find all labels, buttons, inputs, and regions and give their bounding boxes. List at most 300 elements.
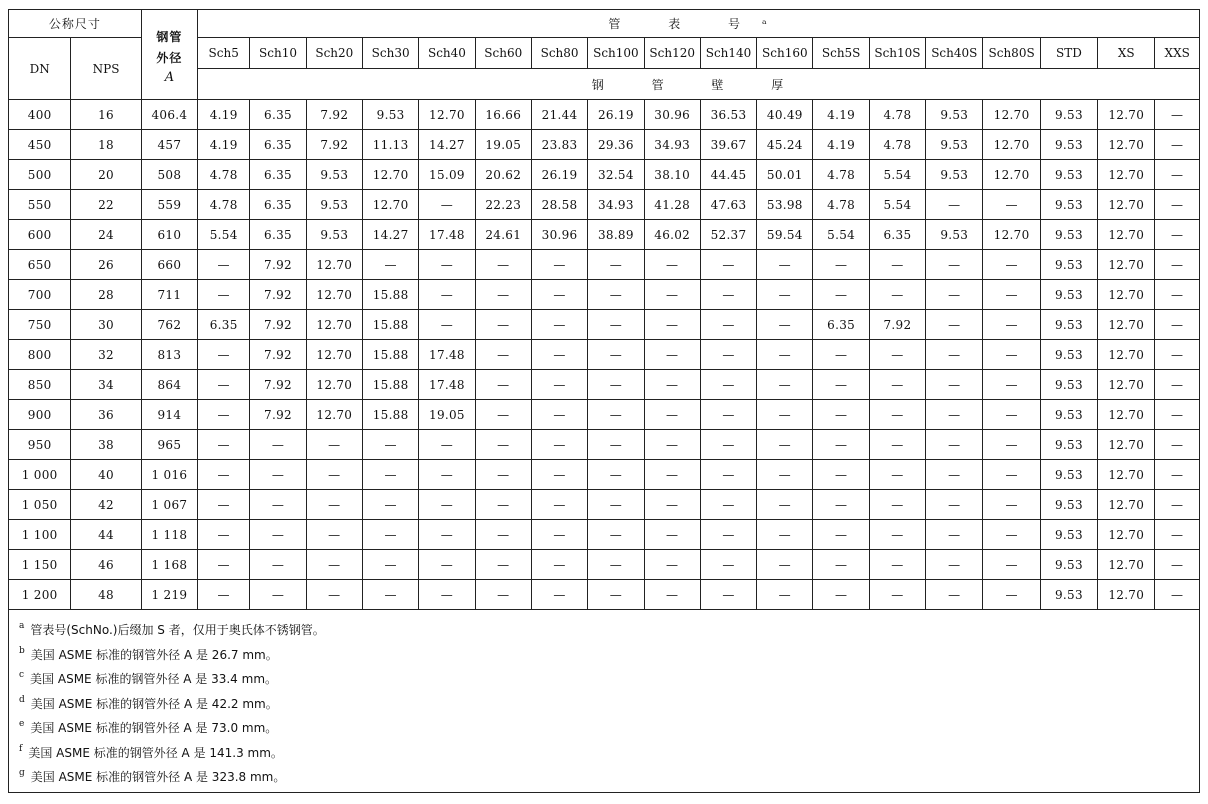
outer-diameter-cell: 508 (141, 160, 197, 190)
schedule-header-sch80: Sch80 (531, 38, 587, 69)
wall-thickness-cell: — (531, 460, 587, 490)
outer-diameter-cell: 1 016 (141, 460, 197, 490)
wall-thickness-cell: 15.88 (362, 370, 418, 400)
footnote-mark: g (19, 768, 25, 778)
wall-thickness-cell: 6.35 (250, 100, 306, 130)
wall-thickness-cell: — (475, 550, 531, 580)
wall-thickness-cell: — (757, 310, 813, 340)
wall-thickness-cell: 12.70 (362, 160, 418, 190)
wall-thickness-cell: — (757, 280, 813, 310)
wall-thickness-cell: 12.70 (306, 250, 362, 280)
table-row (9, 100, 1200, 130)
wall-thickness-cell: 9.53 (1040, 400, 1097, 430)
wall-thickness-cell: — (983, 340, 1040, 370)
pipe-wall-thickness-table (8, 9, 1200, 610)
wall-thickness-cell: — (983, 370, 1040, 400)
wall-thickness-cell: — (588, 370, 644, 400)
wall-thickness-cell: — (757, 400, 813, 430)
wall-thickness-cell: 22.23 (475, 190, 531, 220)
wall-thickness-cell: 12.70 (1098, 100, 1155, 130)
wall-thickness-cell: 9.53 (1040, 430, 1097, 460)
wall-thickness-cell: — (306, 520, 362, 550)
wall-thickness-cell: 12.70 (1098, 460, 1155, 490)
wall-thickness-cell: — (1155, 310, 1200, 340)
wall-thickness-cell: 29.36 (588, 130, 644, 160)
wall-thickness-cell: — (198, 460, 250, 490)
wall-thickness-cell: — (813, 370, 869, 400)
nps-cell: 30 (71, 310, 141, 340)
wall-thickness-cell: 4.78 (813, 160, 869, 190)
wall-thickness-cell: 12.70 (419, 100, 475, 130)
wall-thickness-cell: — (475, 430, 531, 460)
wall-thickness-cell: — (531, 550, 587, 580)
wall-thickness-cell: — (983, 520, 1040, 550)
wall-thickness-cell: — (475, 490, 531, 520)
wall-thickness-cell: — (306, 580, 362, 610)
wall-thickness-cell: — (306, 430, 362, 460)
wall-thickness-cell: — (419, 310, 475, 340)
wall-thickness-cell: — (926, 340, 983, 370)
footnote-mark: a (19, 621, 25, 631)
wall-thickness-cell: 9.53 (1040, 460, 1097, 490)
wall-thickness-cell: — (644, 430, 700, 460)
wall-thickness-cell: — (813, 250, 869, 280)
table-row (9, 130, 1200, 160)
wall-thickness-header: 钢 管 壁 厚 (198, 69, 1200, 100)
wall-thickness-cell: — (198, 520, 250, 550)
wall-thickness-cell: 4.78 (198, 190, 250, 220)
dn-cell: 400 (9, 100, 71, 130)
wall-thickness-cell: 15.88 (362, 340, 418, 370)
nps-cell: 32 (71, 340, 141, 370)
wall-thickness-cell: — (306, 460, 362, 490)
wall-thickness-cell: — (198, 280, 250, 310)
wall-thickness-cell: 12.70 (306, 340, 362, 370)
wall-thickness-cell: 19.05 (419, 400, 475, 430)
wall-thickness-cell: 14.27 (419, 130, 475, 160)
dn-cell: 600 (9, 220, 71, 250)
wall-thickness-cell: — (198, 400, 250, 430)
wall-thickness-cell: — (1155, 400, 1200, 430)
wall-thickness-cell: — (700, 520, 756, 550)
wall-thickness-cell: 6.35 (250, 220, 306, 250)
wall-thickness-cell: 15.88 (362, 400, 418, 430)
wall-thickness-cell: — (588, 250, 644, 280)
footnote-text: 美国 ASME 标准的钢管外径 A 是 73.0 mm。 (30, 721, 278, 735)
wall-thickness-cell: — (700, 370, 756, 400)
wall-thickness-cell: — (475, 340, 531, 370)
wall-thickness-cell: — (757, 340, 813, 370)
schedule-header-xs: XS (1098, 38, 1155, 69)
dn-header: DN (9, 38, 71, 100)
wall-thickness-cell: — (926, 580, 983, 610)
wall-thickness-cell: 5.54 (869, 160, 925, 190)
wall-thickness-cell: 34.93 (588, 190, 644, 220)
schedule-header-sch10s: Sch10S (869, 38, 925, 69)
wall-thickness-cell: — (1155, 190, 1200, 220)
wall-thickness-cell: 4.78 (198, 160, 250, 190)
wall-thickness-cell: 11.13 (362, 130, 418, 160)
wall-thickness-cell: — (475, 310, 531, 340)
wall-thickness-cell: 12.70 (983, 220, 1040, 250)
wall-thickness-cell: 40.49 (757, 100, 813, 130)
wall-thickness-cell: — (531, 370, 587, 400)
footnote-text: 美国 ASME 标准的钢管外径 A 是 141.3 mm。 (28, 745, 283, 760)
wall-thickness-cell: 12.70 (1098, 280, 1155, 310)
nps-cell: 42 (71, 490, 141, 520)
wall-thickness-cell: 12.70 (983, 100, 1040, 130)
wall-thickness-cell: 38.89 (588, 220, 644, 250)
schedule-header-sch160: Sch160 (757, 38, 813, 69)
wall-thickness-cell: — (1155, 250, 1200, 280)
footnote-text: 管表号(SchNo.)后缀加 S 者，仅用于奥氏体不锈钢管。 (30, 623, 325, 637)
schedule-header-sch20: Sch20 (306, 38, 362, 69)
wall-thickness-cell: — (1155, 490, 1200, 520)
wall-thickness-cell: 16.66 (475, 100, 531, 130)
wall-thickness-cell: — (198, 370, 250, 400)
dn-cell: 450 (9, 130, 71, 160)
wall-thickness-cell: 12.70 (1098, 520, 1155, 550)
outer-diameter-cell: 559 (141, 190, 197, 220)
wall-thickness-cell: — (757, 370, 813, 400)
wall-thickness-cell: 7.92 (306, 130, 362, 160)
wall-thickness-cell: 17.48 (419, 370, 475, 400)
outer-diameter-cell: 864 (141, 370, 197, 400)
outer-diameter-cell: 1 118 (141, 520, 197, 550)
nps-cell: 22 (71, 190, 141, 220)
wall-thickness-cell: — (869, 580, 925, 610)
wall-thickness-cell: 9.53 (926, 220, 983, 250)
wall-thickness-cell: 4.78 (813, 190, 869, 220)
wall-thickness-cell: — (1155, 550, 1200, 580)
footnote-mark: c (19, 670, 25, 680)
wall-thickness-cell: — (983, 550, 1040, 580)
wall-thickness-cell: — (757, 580, 813, 610)
nps-cell: 34 (71, 370, 141, 400)
nps-cell: 16 (71, 100, 141, 130)
wall-thickness-cell: — (1155, 220, 1200, 250)
outer-diameter-cell: 914 (141, 400, 197, 430)
footnote-mark: e (19, 719, 25, 729)
wall-thickness-cell: — (644, 370, 700, 400)
wall-thickness-cell: — (700, 430, 756, 460)
wall-thickness-cell: — (983, 400, 1040, 430)
wall-thickness-cell: — (983, 580, 1040, 610)
wall-thickness-cell: 17.48 (419, 220, 475, 250)
wall-thickness-cell: 9.53 (926, 160, 983, 190)
wall-thickness-cell: 4.78 (869, 100, 925, 130)
wall-thickness-cell: — (869, 490, 925, 520)
wall-thickness-cell: — (1155, 580, 1200, 610)
table-row (9, 550, 1200, 580)
pipe-schedule-document (8, 9, 1200, 793)
wall-thickness-cell: 4.19 (198, 100, 250, 130)
wall-thickness-cell: — (644, 520, 700, 550)
wall-thickness-cell: 4.19 (813, 100, 869, 130)
wall-thickness-cell: 14.27 (362, 220, 418, 250)
wall-thickness-cell: 4.19 (198, 130, 250, 160)
wall-thickness-cell: 9.53 (1040, 310, 1097, 340)
wall-thickness-cell: 6.35 (198, 310, 250, 340)
wall-thickness-cell: 12.70 (1098, 580, 1155, 610)
outer-diameter-cell: 660 (141, 250, 197, 280)
dn-cell: 900 (9, 400, 71, 430)
wall-thickness-cell: 9.53 (1040, 550, 1097, 580)
wall-thickness-cell: — (926, 310, 983, 340)
wall-thickness-cell: — (419, 250, 475, 280)
wall-thickness-cell: — (644, 460, 700, 490)
wall-thickness-cell: — (983, 460, 1040, 490)
table-row (9, 430, 1200, 460)
wall-thickness-cell: 19.05 (475, 130, 531, 160)
wall-thickness-cell: — (926, 370, 983, 400)
wall-thickness-cell: 26.19 (588, 100, 644, 130)
wall-thickness-cell: 7.92 (250, 250, 306, 280)
outer-diameter-cell: 406.4 (141, 100, 197, 130)
nps-cell: 20 (71, 160, 141, 190)
wall-thickness-cell: 59.54 (757, 220, 813, 250)
wall-thickness-cell: — (588, 550, 644, 580)
footnote-text: 美国 ASME 标准的钢管外径 A 是 42.2 mm。 (30, 696, 278, 711)
wall-thickness-cell: 47.63 (700, 190, 756, 220)
table-row (9, 370, 1200, 400)
od-label-symbol: A (164, 70, 175, 85)
wall-thickness-cell: 26.19 (531, 160, 587, 190)
wall-thickness-cell: — (644, 250, 700, 280)
wall-thickness-cell: 9.53 (1040, 490, 1097, 520)
wall-thickness-cell: — (531, 580, 587, 610)
dn-cell: 500 (9, 160, 71, 190)
wall-thickness-cell: — (588, 400, 644, 430)
table-row (9, 520, 1200, 550)
nps-header: NPS (71, 38, 141, 100)
wall-thickness-cell: — (926, 490, 983, 520)
wall-thickness-cell: — (983, 310, 1040, 340)
nps-cell: 44 (71, 520, 141, 550)
wall-thickness-cell: 45.24 (757, 130, 813, 160)
wall-thickness-cell: — (531, 520, 587, 550)
wall-thickness-cell: 5.54 (198, 220, 250, 250)
nps-cell: 28 (71, 280, 141, 310)
wall-thickness-cell: 6.35 (250, 190, 306, 220)
footnote-text: 美国 ASME 标准的钢管外径 A 是 33.4 mm。 (30, 672, 278, 686)
wall-thickness-cell: — (588, 310, 644, 340)
wall-thickness-cell: 9.53 (926, 130, 983, 160)
footnote-text: 美国 ASME 标准的钢管外径 A 是 323.8 mm。 (30, 770, 286, 784)
wall-thickness-cell: — (983, 250, 1040, 280)
outer-diameter-cell: 813 (141, 340, 197, 370)
outer-diameter-cell: 1 219 (141, 580, 197, 610)
wall-thickness-cell: — (644, 400, 700, 430)
wall-thickness-cell: 4.78 (869, 130, 925, 160)
wall-thickness-cell: 7.92 (250, 400, 306, 430)
table-row (9, 490, 1200, 520)
wall-thickness-cell: 9.53 (1040, 340, 1097, 370)
wall-thickness-cell: — (644, 550, 700, 580)
wall-thickness-cell: 6.35 (250, 160, 306, 190)
wall-thickness-cell: — (419, 430, 475, 460)
schedule-header-sch60: Sch60 (475, 38, 531, 69)
wall-thickness-cell: 32.54 (588, 160, 644, 190)
wall-thickness-cell: — (757, 430, 813, 460)
wall-thickness-cell: — (757, 250, 813, 280)
nps-cell: 40 (71, 460, 141, 490)
wall-thickness-cell: — (198, 340, 250, 370)
wall-thickness-cell: — (419, 490, 475, 520)
wall-thickness-cell: — (362, 550, 418, 580)
footnote-c (9, 663, 1199, 688)
wall-thickness-cell: — (531, 400, 587, 430)
wall-thickness-cell: 41.28 (644, 190, 700, 220)
wall-thickness-cell: — (813, 400, 869, 430)
schedule-group-header: 管 表 号ᵃ (198, 10, 1200, 38)
dn-cell: 850 (9, 370, 71, 400)
wall-thickness-cell: 9.53 (306, 190, 362, 220)
wall-thickness-cell: 15.88 (362, 280, 418, 310)
dn-cell: 700 (9, 280, 71, 310)
wall-thickness-cell: — (813, 280, 869, 310)
wall-thickness-cell: — (1155, 520, 1200, 550)
wall-thickness-cell: — (531, 250, 587, 280)
wall-thickness-cell: 12.70 (1098, 310, 1155, 340)
nps-cell: 48 (71, 580, 141, 610)
wall-thickness-cell: — (588, 490, 644, 520)
wall-thickness-cell: — (869, 430, 925, 460)
wall-thickness-cell: 9.53 (1040, 190, 1097, 220)
schedule-header-std: STD (1040, 38, 1097, 69)
wall-thickness-cell: 44.45 (700, 160, 756, 190)
wall-thickness-cell: — (250, 550, 306, 580)
table-row (9, 310, 1200, 340)
schedule-header-sch120: Sch120 (644, 38, 700, 69)
wall-thickness-cell: — (588, 580, 644, 610)
wall-thickness-cell: 28.58 (531, 190, 587, 220)
table-row (9, 340, 1200, 370)
table-row (9, 220, 1200, 250)
wall-thickness-cell: — (926, 280, 983, 310)
table-row (9, 280, 1200, 310)
wall-thickness-cell: 39.67 (700, 130, 756, 160)
wall-thickness-cell: — (700, 400, 756, 430)
wall-thickness-cell: — (588, 520, 644, 550)
nps-cell: 18 (71, 130, 141, 160)
wall-thickness-cell: — (926, 550, 983, 580)
schedule-header-sch5: Sch5 (198, 38, 250, 69)
schedule-header-sch40s: Sch40S (926, 38, 983, 69)
wall-thickness-cell: — (475, 370, 531, 400)
wall-thickness-cell: 34.93 (644, 130, 700, 160)
wall-thickness-cell: 9.53 (1040, 580, 1097, 610)
wall-thickness-cell: — (1155, 370, 1200, 400)
schedule-header-sch140: Sch140 (700, 38, 756, 69)
wall-thickness-cell: — (531, 280, 587, 310)
nominal-size-header: 公称尺寸 (9, 10, 142, 38)
wall-thickness-cell: — (531, 310, 587, 340)
wall-thickness-cell: 30.96 (531, 220, 587, 250)
footnote-d (9, 688, 1199, 713)
wall-thickness-cell: — (1155, 130, 1200, 160)
wall-thickness-cell: — (588, 280, 644, 310)
wall-thickness-cell: — (362, 580, 418, 610)
wall-thickness-cell: — (700, 280, 756, 310)
wall-thickness-cell: — (362, 520, 418, 550)
wall-thickness-cell: 9.53 (926, 100, 983, 130)
wall-thickness-cell: 12.70 (306, 280, 362, 310)
wall-thickness-cell: 7.92 (869, 310, 925, 340)
wall-thickness-cell: 7.92 (250, 280, 306, 310)
wall-thickness-cell: 12.70 (1098, 400, 1155, 430)
wall-thickness-cell: — (1155, 460, 1200, 490)
wall-thickness-cell: — (644, 580, 700, 610)
schedule-header-sch100: Sch100 (588, 38, 644, 69)
wall-thickness-cell: 52.37 (700, 220, 756, 250)
footnote-b (9, 639, 1199, 664)
wall-thickness-cell: — (306, 550, 362, 580)
dn-cell: 750 (9, 310, 71, 340)
outer-diameter-cell: 762 (141, 310, 197, 340)
table-row (9, 580, 1200, 610)
wall-thickness-cell: 12.70 (306, 310, 362, 340)
wall-thickness-cell: — (813, 580, 869, 610)
wall-thickness-cell: — (362, 460, 418, 490)
wall-thickness-cell: 6.35 (869, 220, 925, 250)
wall-thickness-cell: 9.53 (1040, 130, 1097, 160)
wall-thickness-cell: 9.53 (306, 160, 362, 190)
wall-thickness-cell: — (869, 340, 925, 370)
wall-thickness-cell: — (700, 490, 756, 520)
schedule-header-sch5s: Sch5S (813, 38, 869, 69)
nps-cell: 36 (71, 400, 141, 430)
wall-thickness-cell: — (198, 490, 250, 520)
footnote-e (9, 712, 1199, 737)
wall-thickness-cell: — (813, 340, 869, 370)
wall-thickness-cell: 12.70 (1098, 220, 1155, 250)
wall-thickness-cell: — (700, 580, 756, 610)
wall-thickness-cell: — (757, 490, 813, 520)
dn-cell: 1 100 (9, 520, 71, 550)
wall-thickness-cell: — (419, 550, 475, 580)
wall-thickness-cell: — (475, 460, 531, 490)
wall-thickness-cell: — (757, 460, 813, 490)
wall-thickness-cell: 9.53 (306, 220, 362, 250)
wall-thickness-cell: — (869, 550, 925, 580)
wall-thickness-cell: — (475, 280, 531, 310)
wall-thickness-cell: — (419, 520, 475, 550)
wall-thickness-cell: — (475, 520, 531, 550)
table-body (9, 100, 1200, 610)
dn-cell: 1 050 (9, 490, 71, 520)
wall-thickness-cell: — (1155, 100, 1200, 130)
outer-diameter-cell: 1 168 (141, 550, 197, 580)
wall-thickness-cell: 9.53 (1040, 280, 1097, 310)
wall-thickness-cell: — (700, 550, 756, 580)
wall-thickness-cell: 4.19 (813, 130, 869, 160)
wall-thickness-cell: — (198, 250, 250, 280)
wall-thickness-cell: — (475, 580, 531, 610)
footnote-mark: b (19, 645, 25, 656)
wall-thickness-cell: — (644, 310, 700, 340)
wall-thickness-cell: 53.98 (757, 190, 813, 220)
outer-diameter-cell: 457 (141, 130, 197, 160)
wall-thickness-cell: — (869, 370, 925, 400)
wall-thickness-cell: 17.48 (419, 340, 475, 370)
wall-thickness-cell: — (813, 430, 869, 460)
wall-thickness-cell: 6.35 (250, 130, 306, 160)
wall-thickness-cell: — (700, 460, 756, 490)
wall-thickness-cell: — (869, 520, 925, 550)
wall-thickness-cell: 6.35 (813, 310, 869, 340)
wall-thickness-cell: — (419, 580, 475, 610)
